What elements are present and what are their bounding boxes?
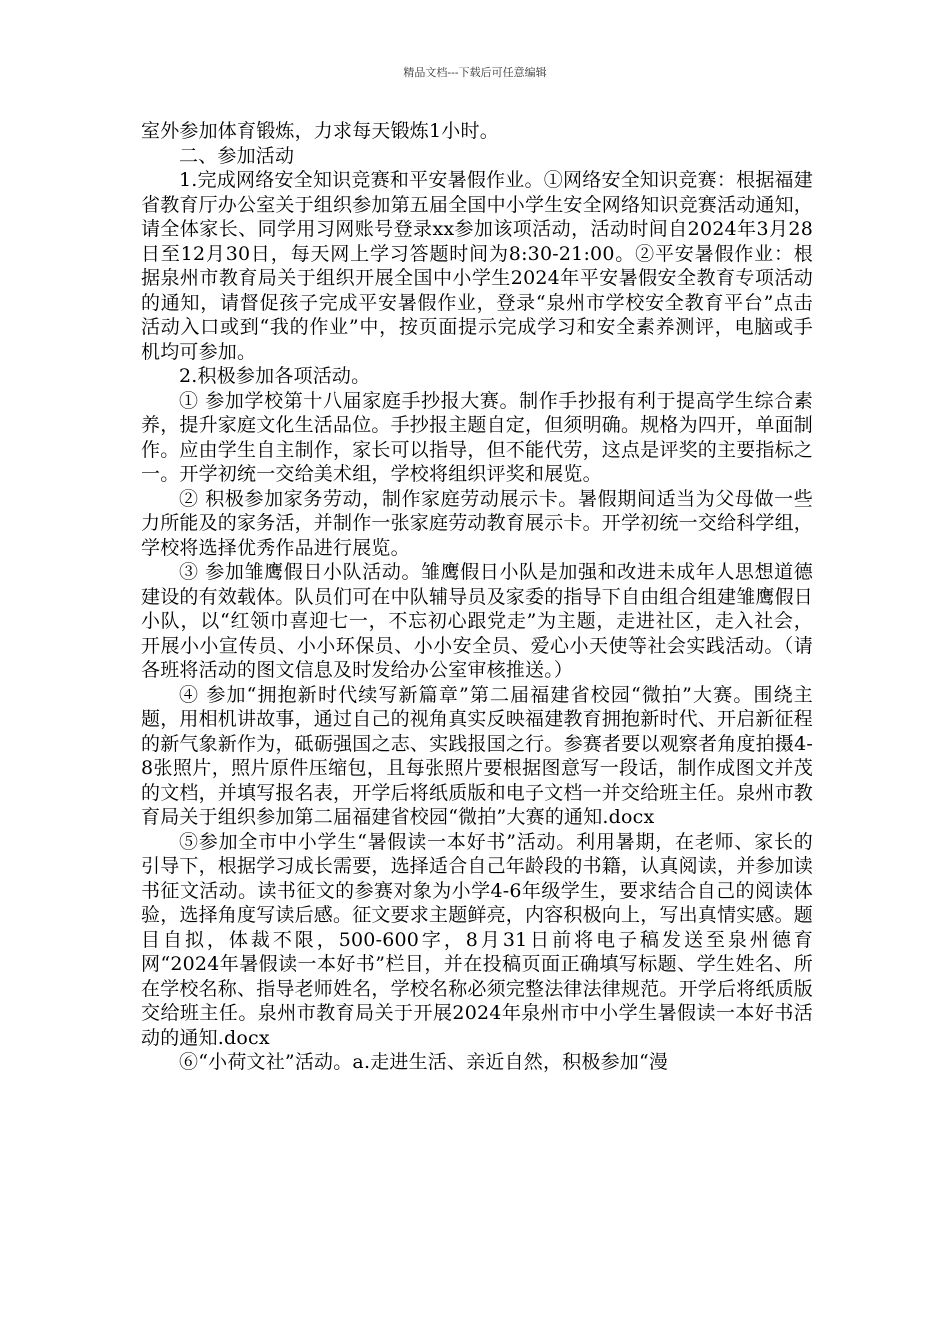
paragraph-activity-2: ② 积极参加家务劳动，制作家庭劳动展示卡。暑假期间适当为父母做一些力所能及的家务活，并制作一张家庭劳动教育展示卡。开学初统一交给科学组，学校将选择优秀作品进行展览。 bbox=[141, 487, 814, 559]
section-heading-activities: 二、参加活动 bbox=[179, 144, 295, 167]
page-header: 精品文档---下载后可任意编辑 bbox=[403, 66, 547, 79]
paragraph-activity-5: ⑤参加全市中小学生“暑假读一本好书”活动。利用暑期，在老师、家长的引导下，根据学习成长需要，选择适合自己年龄段的书籍，认真阅读，并参加读书征文活动。读书征文的参赛对象为小学4-6年级学生，要求结合自己的阅读体验，选择角度写读后感。征文要求主题鲜亮，内容积极向上，写出真情实感。题目自拟，体裁不限，500-600字，8月31日前将电子稿发送至泉州德育网“2024年暑假读一本好书”栏目，并在投稿页面正确填写标题、学生姓名、所在学校名称、指导老师姓名，学校名称必须完整法律法律规范。开学后将纸质版交给班主任。泉州市教育局关于开展2024年泉州市中小学生暑假读一本好书活动的通知.docx bbox=[141, 830, 814, 1049]
document-body bbox=[141, 119, 813, 1075]
paragraph-activity-3: ③ 参加雏鹰假日小队活动。雏鹰假日小队是加强和改进未成年人思想道德建设的有效载体。队员们可在中队辅导员及家委的指导下自由组合组建雏鹰假日小队，以“红领巾喜迎七一，不忘初心跟党走”为主题，走进社区，走入社会，开展小小宣传员、小小环保员、小小安全员、爱心小天使等社会实践活动。（请各班将活动的图文信息及时发给办公室审核推送。） bbox=[141, 561, 814, 681]
paragraph-item-1: 1.完成网络安全知识竞赛和平安暑假作业。①网络安全知识竞赛：根据福建省教育厅办公室关于组织参加第五届全国中小学生安全网络知识竞赛活动通知，请全体家长、同学用习网账号登录xx参加该项活动，活动时间自2024年3月28日至12月30日，每天网上学习答题时间为8:30-21:00。②平安暑假作业：根据泉州市教育局关于组织开展全国中小学生2024年平安暑假安全教育专项活动的通知，请督促孩子完成平安暑假作业，登录“泉州市学校安全教育平台”点击活动入口或到“我的作业”中，按页面提示完成学习和安全素养测评，电脑或手机均可参加。 bbox=[141, 169, 814, 363]
paragraph-item-2-heading: 2.积极参加各项活动。 bbox=[179, 365, 371, 387]
paragraph-continuation: 室外参加体育锻炼，力求每天锻炼1小时。 bbox=[141, 120, 499, 142]
paragraph-activity-4: ④ 参加“拥抱新时代续写新篇章”第二届福建省校园“微拍”大赛。围绕主题，用相机讲故事，通过自己的视角真实反映福建教育拥抱新时代、开启新征程的新气象新作为，砥砺强国之志、实践报国之行。参赛者要以观察者角度拍摄4-8张照片，照片原件压缩包，且每张照片要根据图意写一段话，制作成图文并茂的文档，并填写报名表，开学后将纸质版和电子文档一并交给班主任。泉州市教育局关于组织参加第二届福建省校园“微拍”大赛的通知.docx bbox=[141, 683, 814, 828]
paragraph-activity-6: ⑥“小荷文社”活动。a.走进生活、亲近自然，积极参加“漫 bbox=[179, 1051, 669, 1073]
paragraph-activity-1: ① 参加学校第十八届家庭手抄报大赛。制作手抄报有利于提高学生综合素养，提升家庭文化生活品位。手抄报主题自定，但须明确。规格为四开，单面制作。应由学生自主制作，家长可以指导，但不能代劳，这点是评奖的主要指标之一。开学初统一交给美术组，学校将组织评奖和展览。 bbox=[141, 389, 814, 485]
